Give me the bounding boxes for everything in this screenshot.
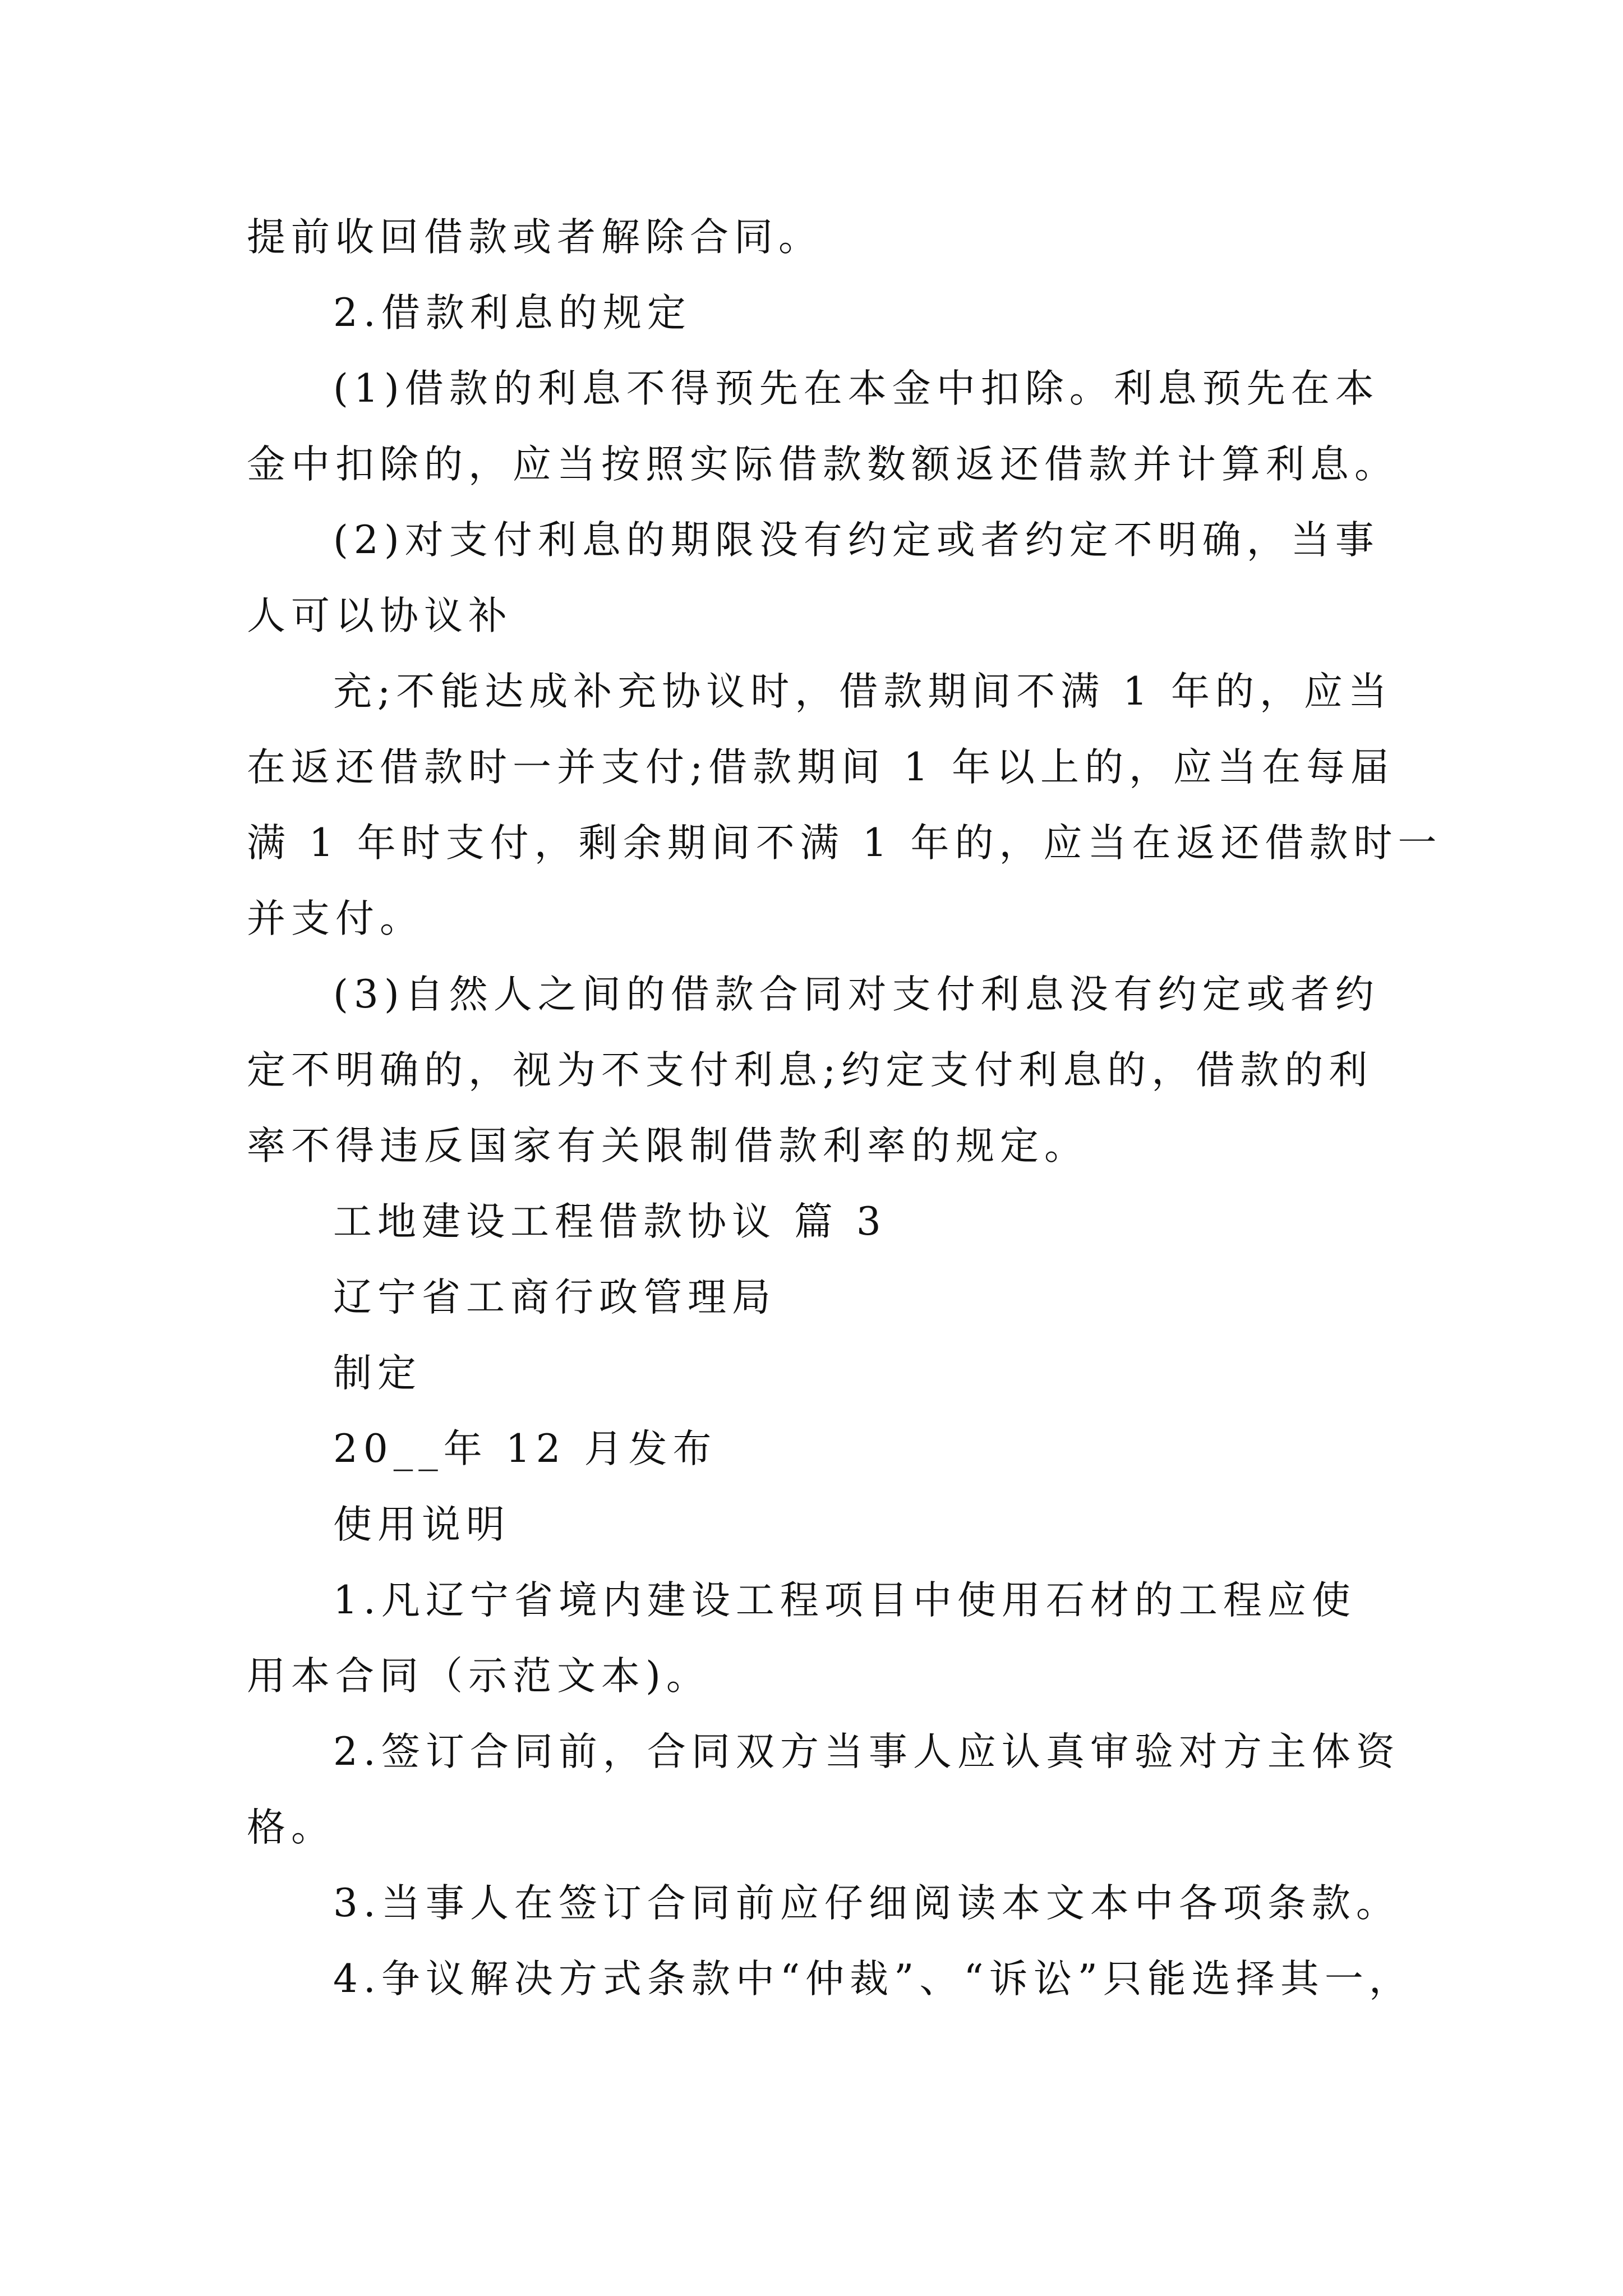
paragraph-line: 充;不能达成补充协议时，借款期间不满 1 年的，应当 [333, 669, 1393, 714]
section-heading: 2.借款利息的规定 [333, 291, 691, 335]
paragraph-line: 并支付。 [247, 896, 424, 941]
section-heading: 使用说明 [333, 1502, 510, 1547]
issuer-line: 制定 [333, 1351, 422, 1396]
paragraph-line: (2)对支付利息的期限没有约定或者约定不明确，当事 [333, 518, 1380, 563]
date-line: 20__年 12 月发布 [333, 1427, 717, 1471]
paragraph-line: 2.签订合同前，合同双方当事人应认真审验对方主体资 [333, 1729, 1400, 1774]
paragraph-line: (3)自然人之间的借款合同对支付利息没有约定或者约 [333, 972, 1380, 1017]
paragraph-line: 人可以协议补 [247, 593, 513, 638]
paragraph-line: 金中扣除的，应当按照实际借款数额返还借款并计算利息。 [247, 442, 1399, 487]
paragraph-line: (1)借款的利息不得预先在本金中扣除。利息预先在本 [333, 366, 1380, 411]
paragraph-line: 定不明确的，视为不支付利息;约定支付利息的，借款的利 [247, 1048, 1373, 1093]
section-title: 工地建设工程借款协议 篇 3 [333, 1199, 887, 1244]
paragraph-line: 率不得违反国家有关限制借款利率的规定。 [247, 1124, 1089, 1168]
paragraph-line: 提前收回借款或者解除合同。 [247, 215, 823, 260]
paragraph-line: 在返还借款时一并支付;借款期间 1 年以上的，应当在每届 [247, 745, 1395, 790]
issuer-line: 辽宁省工商行政管理局 [333, 1275, 776, 1320]
paragraph-line: 1.凡辽宁省境内建设工程项目中使用石材的工程应使 [333, 1578, 1356, 1623]
paragraph-line: 3.当事人在签订合同前应仔细阅读本文本中各项条款。 [333, 1881, 1400, 1926]
paragraph-line: 4.争议解决方式条款中“仲裁”、“诉讼”只能选择其一， [333, 1957, 1413, 2001]
paragraph-line: 满 1 年时支付，剩余期间不满 1 年的，应当在返还借款时一 [247, 821, 1442, 866]
paragraph-line: 用本合同（示范文本)。 [247, 1654, 711, 1699]
paragraph-line: 格。 [247, 1805, 335, 1850]
